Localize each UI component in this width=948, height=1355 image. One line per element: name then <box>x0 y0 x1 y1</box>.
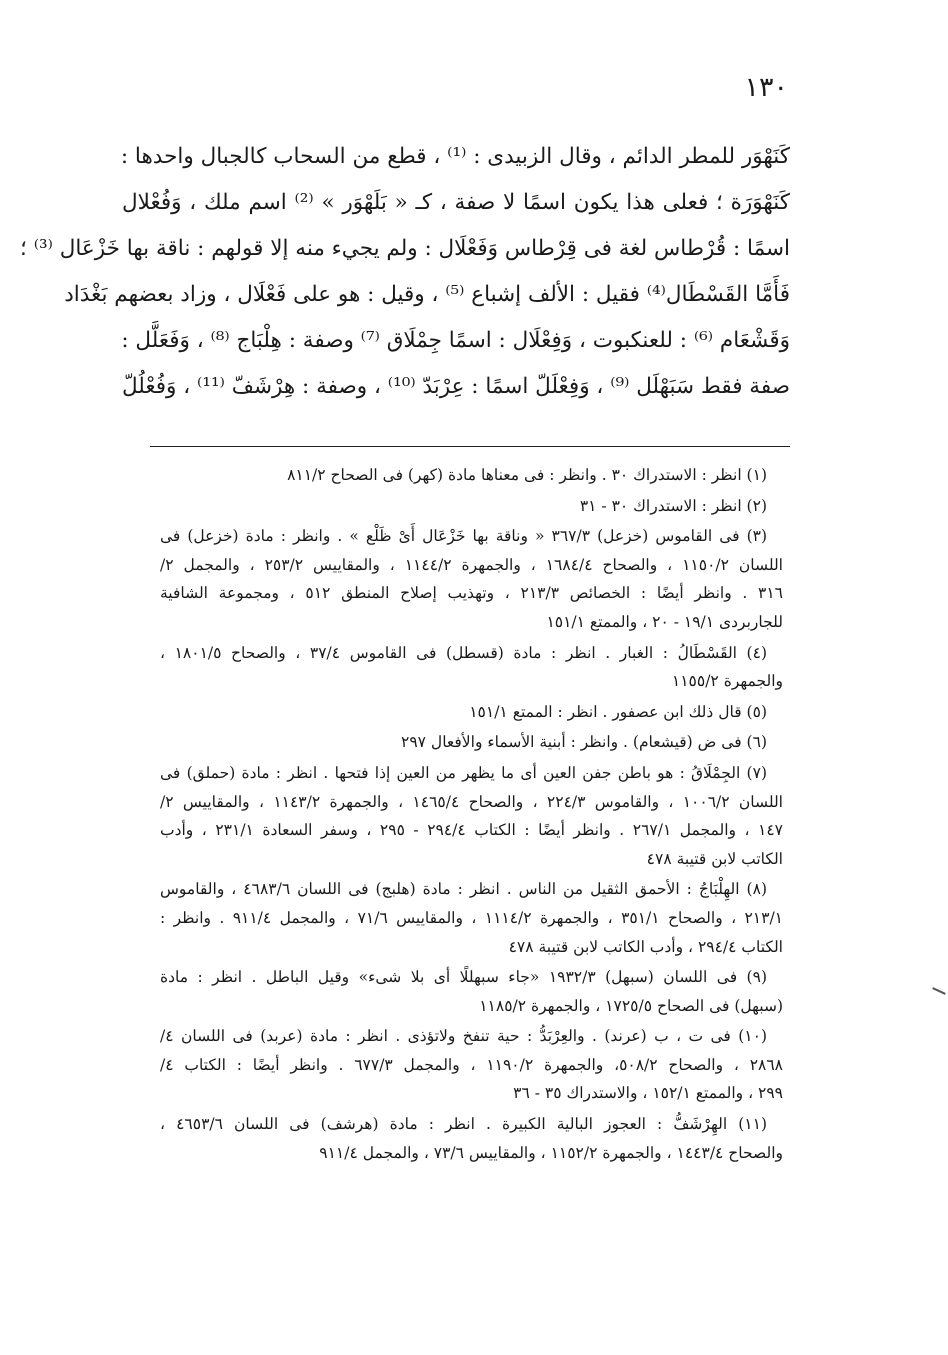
footnote-1 <box>160 461 783 490</box>
main-text-line: فَأَمَّا القَسْطَال⁽⁴⁾ فقيل : الألف إشباع ⁽⁵⁾ ، وقيل : هو على فَعْلَال ، وزاد بعضهم بَغْدَاد <box>64 282 790 307</box>
footnote-line: (٧) الجِمْلَاقُ : هو باطن جفن العين أى ما يظهر من العين إذا فتحها . انظر : مادة (حملق) فى <box>160 763 767 782</box>
footnote-6 <box>160 728 783 757</box>
footnote-line: (٦) فى ض (قيشعام) . وانظر : أبنية الأسماء والأفعال ٢٩٧ <box>401 733 767 752</box>
footnote-line: والصحاح ١٤٤٣/٤ ، والجمهرة ١١٥٢/٢ ، والمقاييس ٧٣/٦ ، والمجمل ٩١١/٤ <box>319 1143 783 1162</box>
footnote-line: والجمهرة ١١٥٥/٢ <box>671 672 783 691</box>
footnote-line: ٣١٦ . وانظر أيضًا : الخصائص ٢١٣/٣ ، وتهذيب إصلاح المنطق ٥١٢ ، ومجموعة الشافية <box>160 584 783 603</box>
footnote-line: (١١) الهِرْشَفُّ : العجوز البالية الكبيرة . انظر : مادة (هرشف) فى اللسان ٤٦٥٣/٦ ، <box>160 1115 767 1134</box>
footnote-line: (١) انظر : الاستدراك ٣٠ . وانظر : فى معناها مادة (كهر) فى الصحاح ٨١١/٢ <box>287 466 767 484</box>
footnote-line: ٢١٣/١ ، والصحاح ٣٥١/١ ، والجمهرة ١١١٤/٢ ، والمقاييس ٧١/٦ ، والمجمل ٩١١/٤ . وانظر : <box>160 908 783 927</box>
footnotes <box>160 461 783 1169</box>
footnote-line: (٥) قال ذلك ابن عصفور . انظر : الممتع ١٥١/١ <box>469 702 767 721</box>
main-text <box>20 134 790 410</box>
main-text-line: كَنَهْوَر للمطر الدائم ، وقال الزبيدى : ⁽¹⁾ ، قطع من السحاب كالجبال واحدها : <box>120 144 790 169</box>
footnote-5 <box>160 698 783 727</box>
footnote-line: للجاربردى ١٩/١ - ٢٠ ، والممتع ١٥١/١ <box>546 612 783 631</box>
footnote-2 <box>160 492 783 521</box>
footnote-line: الكتاب ٢٩٤/٤ ، وأدب الكاتب لابن قتيبة ٤٧٨ <box>508 937 783 956</box>
main-text-line: وَقَشْعَام ⁽⁶⁾ : للعنكبوت ، وَفِعْلَال : اسمًا جِمْلَاق ⁽⁷⁾ وصفة : هِلْبَاج ⁽⁸⁾ ، وَفَعَلَّل : <box>121 328 790 353</box>
footnote-10 <box>160 1022 783 1108</box>
footnote-line: الكاتب لابن قتيبة ٤٧٨ <box>646 849 783 868</box>
footnote-4 <box>160 639 783 696</box>
margin-mark <box>932 987 946 995</box>
footnote-line: ٢٩٩ ، والممتع ١٥٢/١ ، والاستدراك ٣٥ - ٣٦ <box>513 1084 783 1103</box>
footnote-11 <box>160 1110 783 1167</box>
footnote-line: (٨) الهِلْبَاجُ : الأحمق الثقيل من الناس . انظر : مادة (هلبج) فى اللسان ٤٦٨٣/٦ ، والقاموس <box>160 880 767 899</box>
footnote-8 <box>160 875 783 961</box>
footnote-line: (٢) انظر : الاستدراك ٣٠ - ٣١ <box>579 496 767 515</box>
footnote-line: (سبهل) فى الصحاح ١٧٢٥/٥ ، والجمهرة ١١٨٥/٢ <box>479 996 783 1015</box>
main-text-line: صفة فقط سَبَهْلَل ⁽⁹⁾ ، وَفِعْلَلّ اسمًا : عِرْبَدّ ⁽¹⁰⁾ ، وصفة : هِرْشَفّ ⁽¹¹⁾ ، وَفُعْلُلّ <box>122 374 790 399</box>
footnote-line: (٩) فى اللسان (سبهل) ١٩٣٢/٣ «جاء سبهللًا أى بلا شىء» وقيل الباطل . انظر : مادة <box>160 968 767 987</box>
footnote-line: (٤) القَسْطَالُ : الغبار . انظر : مادة (قسطل) فى القاموس ٣٧/٤ ، والصحاح ١٨٠١/٥ ، <box>160 643 767 662</box>
footnote-7 <box>160 759 783 873</box>
footnote-line: اللسان ١١٥٠/٢ ، والصحاح ١٦٨٤/٤ ، والجمهرة ١١٤٤/٢ ، والمقاييس ٢٥٣/٢ ، والمجمل ٢/ <box>160 555 783 574</box>
footnote-line: (٣) فى القاموس (خزعل) ٣٦٧/٣ « وناقة بها خَزْعَال أَىْ ظَلْع » . وانظر : مادة (خزعل) فى <box>160 527 768 546</box>
footnote-line: اللسان ١٠٠٦/٢ ، والقاموس ٢٢٤/٣ ، والصحاح ١٤٦٥/٤ ، والجمهرة ١١٤٣/٢ ، والمقاييس ٢/ <box>160 792 783 811</box>
footnote-9 <box>160 963 783 1020</box>
footnote-separator-rule <box>150 446 790 447</box>
footnote-line: ٢٨٦٨ ، والصحاح ٥٠٨/٢، والجمهرة ١١٩٠/٢ ، والمجمل ٦٧٧/٣ . وانظر أيضًا : الكتاب ٤/ <box>160 1055 783 1074</box>
footnote-3 <box>160 522 783 636</box>
main-text-line: كَنَهْوَرَة ؛ فعلى هذا يكون اسمًا لا صفة ، كـ « بَلَهْوَر » ⁽²⁾ اسم ملك ، وَفُعْلال <box>122 190 790 215</box>
footnote-line: (١٠) فى ت ، ب (عرند) . والعِرْبَدُّ : حية تنفخ ولاتؤذى . انظر : مادة (عربد) فى اللسان ٤/ <box>160 1027 767 1046</box>
main-text-line: اسمًا : قُرْطاس لغة فى قِرْطاس وَفَعْلَال : ولم يجيء منه إلا قولهم : ناقة بها خَزْعَال ⁽³⁾ ؛ <box>20 236 790 261</box>
footnote-line: ١٤٧ ، والمجمل ٢٦٧/١ . وانظر أيضًا : الكتاب ٢٩٤/٤ - ٢٩٥ ، وسفر السعادة ٢٣١/١ ، وأدب <box>160 821 784 840</box>
page-number: ١٣٠ <box>744 72 788 103</box>
